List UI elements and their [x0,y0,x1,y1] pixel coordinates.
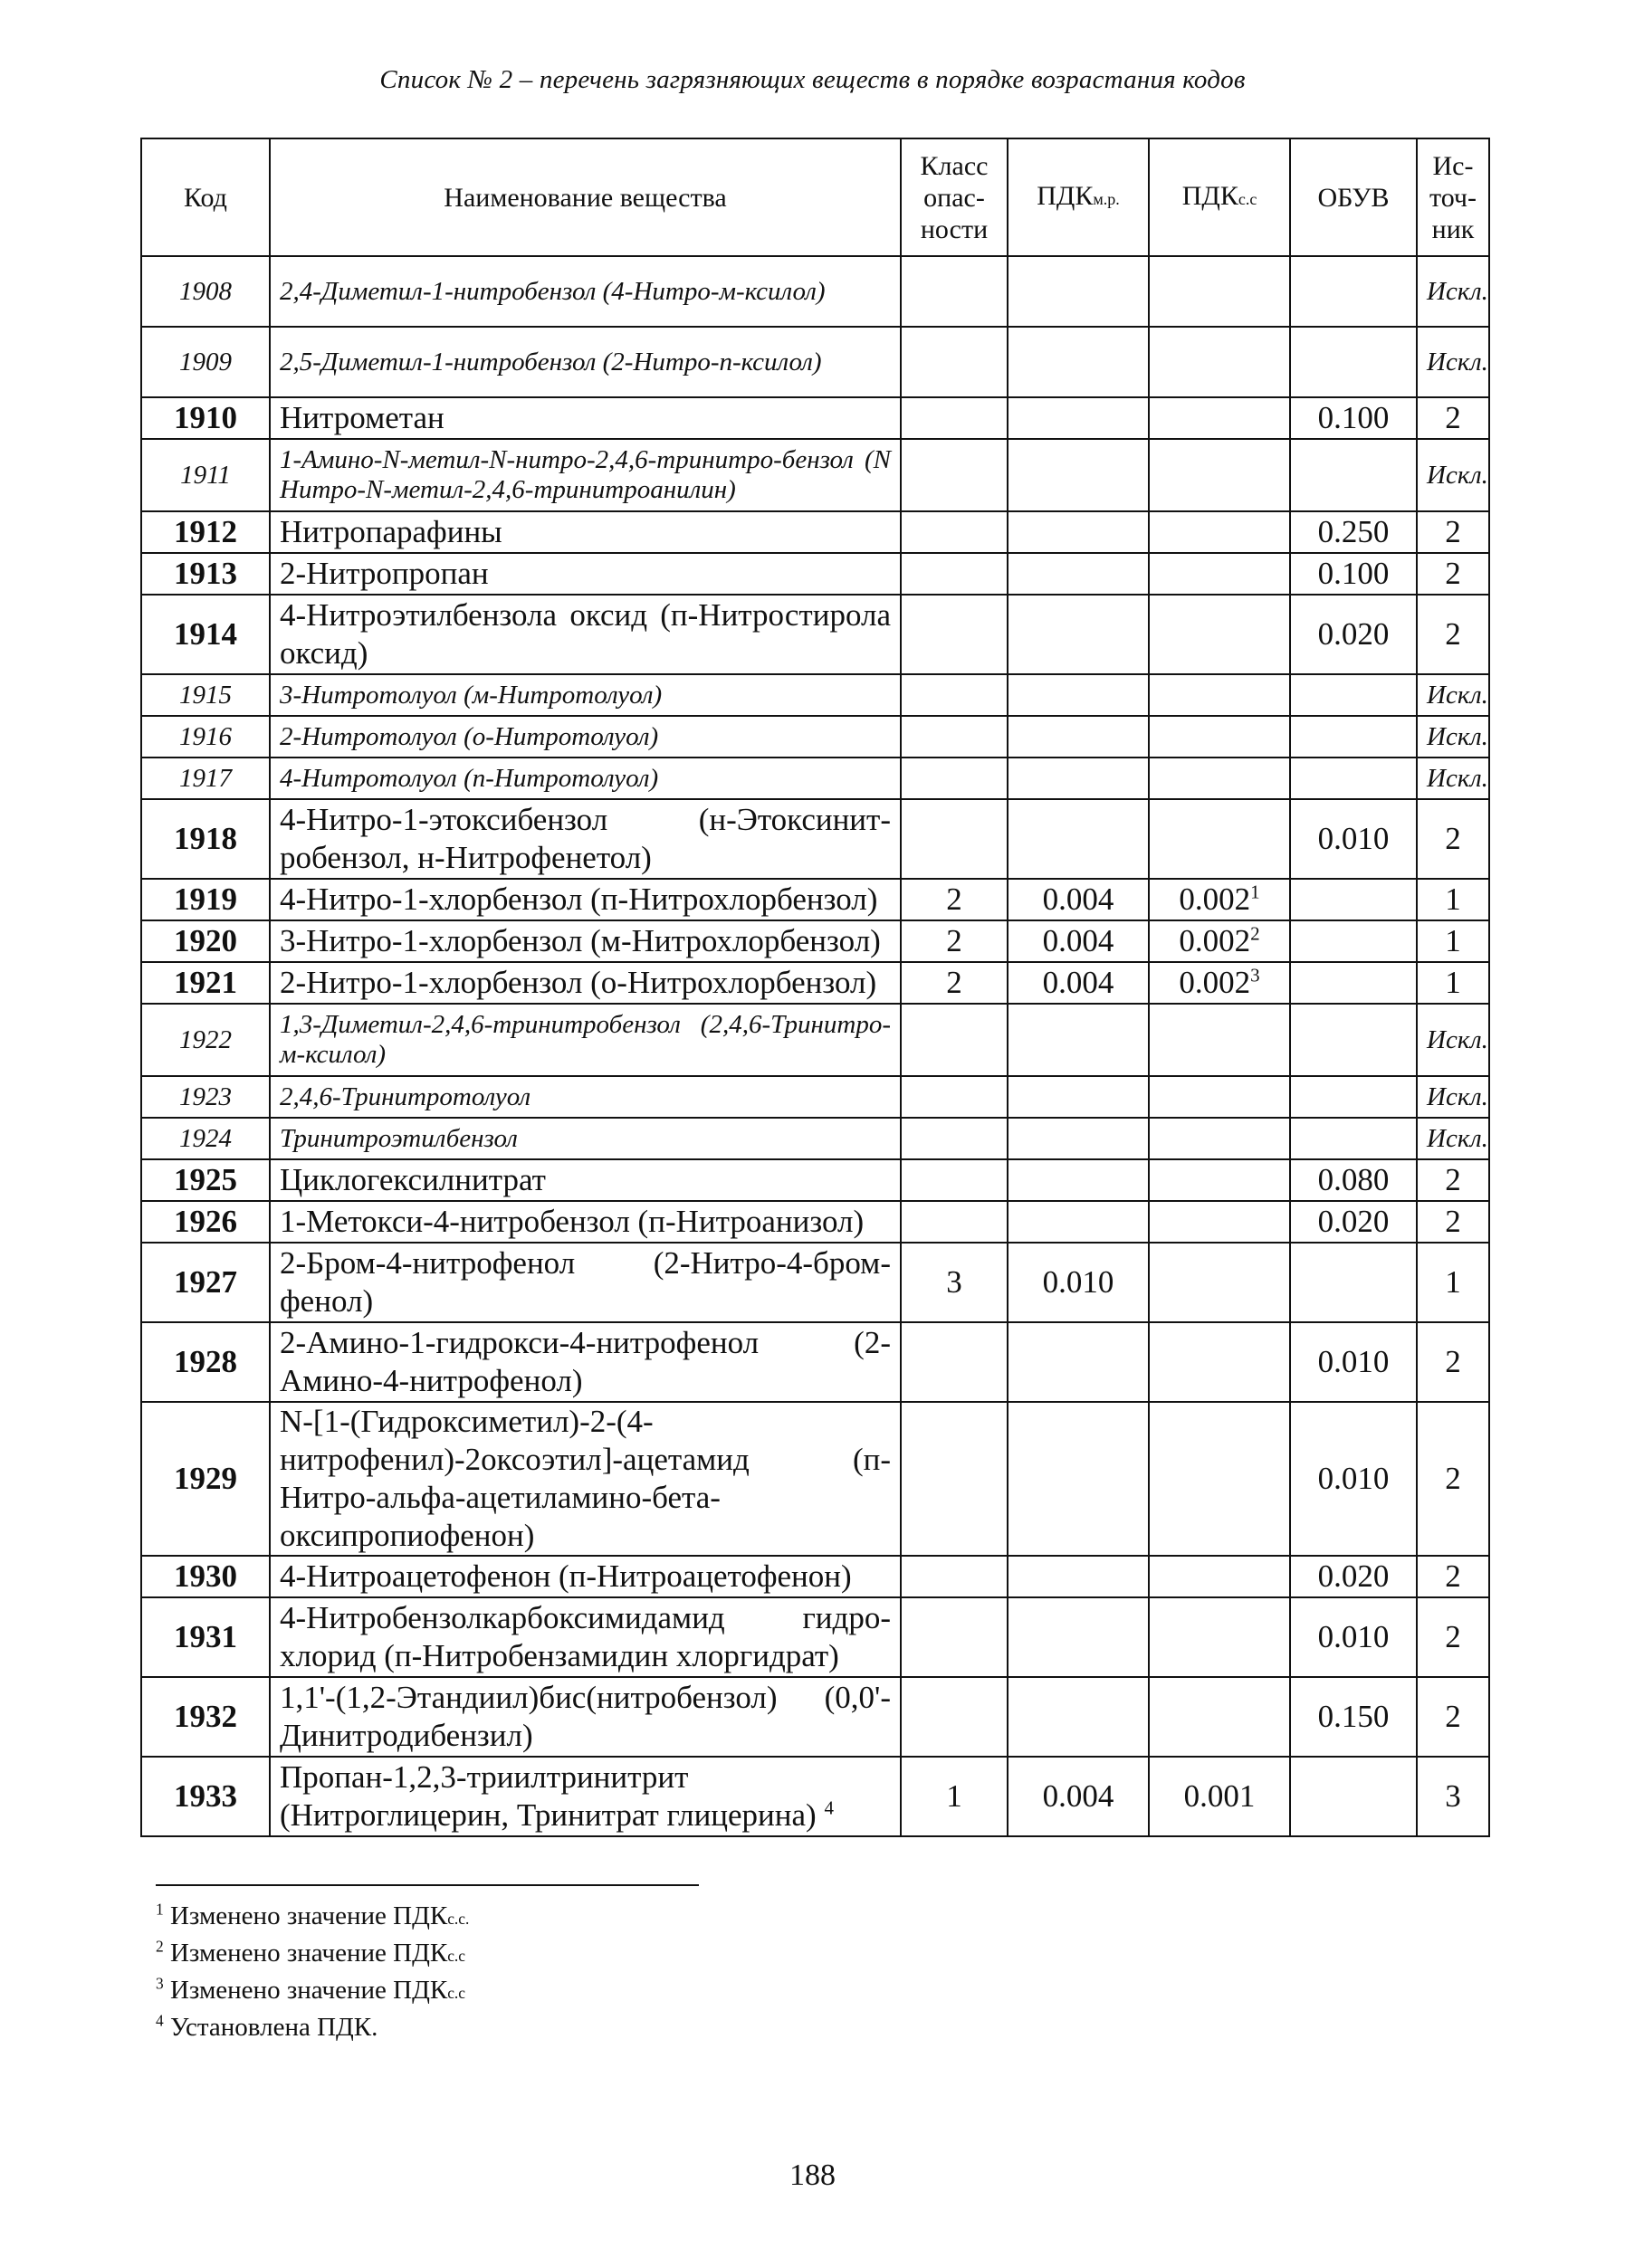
cell-obuv: 0.010 [1290,799,1417,879]
cell-obuv: 0.010 [1290,1402,1417,1556]
cell-obuv [1290,716,1417,758]
cell-pdk-mr [1008,674,1149,716]
cell-hazard-class [901,716,1008,758]
cell-obuv: 0.010 [1290,1597,1417,1677]
pdk-ss-value: 0.001 [1183,1778,1256,1814]
cell-obuv [1290,327,1417,397]
header-pdk-mr [1008,138,1149,256]
header-row [141,138,1489,256]
table-row [141,674,1489,716]
substance-name: 3-Нитротолуол (м-Нитротолуол) [280,680,663,710]
cell-obuv [1290,1757,1417,1836]
cell-code: 1910 [141,397,270,439]
cell-pdk-mr: 0.004 [1008,920,1149,962]
cell-code: 1930 [141,1556,270,1597]
cell-pdk-mr [1008,1201,1149,1243]
cell-name [270,1757,901,1836]
cell-code: 1932 [141,1677,270,1757]
cell-pdk-mr [1008,595,1149,674]
cell-hazard-class [901,553,1008,595]
cell-name [270,1076,901,1118]
cell-pdk-mr [1008,553,1149,595]
footnote-text: Изменено значение ПДК [169,1976,448,2005]
cell-pdk-ss [1149,1243,1290,1322]
substance-name: 4-Нитро-1-хлорбензол (п-Нитрохлорбензол) [280,881,878,917]
cell-obuv [1290,758,1417,799]
cell-pdk-mr [1008,511,1149,553]
cell-source: Искл. [1417,758,1489,799]
substance-name: 4-Нитроацетофенон (п-Нитроацетофенон) [280,1558,852,1594]
cell-pdk-mr: 0.004 [1008,1757,1149,1836]
table-row [141,920,1489,962]
table-row [141,1402,1489,1556]
cell-name [270,595,901,674]
cell-hazard-class: 2 [901,920,1008,962]
cell-code: 1915 [141,674,270,716]
cell-pdk-ss [1149,1402,1290,1556]
footnote-text: Изменено значение ПДК [169,1901,448,1930]
footnote-divider [156,1884,699,1886]
footnote-ref: 4 [824,1796,834,1819]
pdk-ss-value: 0.002 [1179,923,1251,958]
cell-source: 1 [1417,879,1489,920]
table-row [141,595,1489,674]
substance-name: Циклогексилнитрат [280,1162,546,1197]
cell-code: 1928 [141,1322,270,1402]
footnote-mark: 2 [156,1937,164,1956]
footnote [156,1973,469,2010]
cell-pdk-mr: 0.004 [1008,962,1149,1004]
cell-pdk-mr [1008,256,1149,327]
cell-pdk-ss [1149,439,1290,511]
cell-code: 1914 [141,595,270,674]
cell-name [270,256,901,327]
cell-hazard-class [901,799,1008,879]
footnote-sub: с.с. [447,1910,470,1928]
table-row [141,1076,1489,1118]
cell-pdk-mr [1008,439,1149,511]
cell-pdk-ss [1149,1597,1290,1677]
cell-name [270,553,901,595]
cell-pdk-mr [1008,1677,1149,1757]
cell-hazard-class [901,1402,1008,1556]
substance-name: Тринитроэтилбензол [280,1123,518,1153]
cell-hazard-class [901,1118,1008,1159]
table-row [141,1243,1489,1322]
table-row [141,1004,1489,1076]
cell-pdk-ss [1149,758,1290,799]
cell-pdk-ss [1149,1677,1290,1757]
cell-hazard-class [901,1597,1008,1677]
cell-obuv: 0.100 [1290,397,1417,439]
cell-source: Искл. [1417,327,1489,397]
substance-name: Нитрометан [280,400,444,435]
cell-pdk-ss [1149,674,1290,716]
cell-name [270,1201,901,1243]
cell-source: 2 [1417,397,1489,439]
cell-hazard-class: 2 [901,962,1008,1004]
cell-name [270,799,901,879]
table-row [141,758,1489,799]
cell-pdk-ss [1149,327,1290,397]
cell-pdk-ss [1149,553,1290,595]
cell-hazard-class [901,1004,1008,1076]
cell-pdk-mr [1008,1076,1149,1118]
cell-name [270,758,901,799]
substance-name: 1-Амино-N-метил-N-нитро-2,4,6-тринитро-бензол (N Нитро-N-метил-2,4,6-тринитроанилин) [280,445,891,504]
cell-code: 1916 [141,716,270,758]
cell-name [270,1159,901,1201]
footnote-text: Установлена ПДК. [169,2013,378,2042]
cell-name [270,1243,901,1322]
cell-hazard-class [901,674,1008,716]
table-row [141,879,1489,920]
substance-name: 2-Нитро-1-хлорбензол (о-Нитрохлорбензол) [280,965,877,1000]
cell-name [270,439,901,511]
cell-pdk-ss [1149,1159,1290,1201]
cell-code: 1911 [141,439,270,511]
cell-source: Искл. [1417,256,1489,327]
cell-code: 1913 [141,553,270,595]
substance-name: 2,4,6-Тринитротолуол [280,1082,531,1111]
cell-obuv [1290,1243,1417,1322]
cell-obuv: 0.020 [1290,1201,1417,1243]
cell-source: Искл. [1417,439,1489,511]
cell-pdk-mr [1008,1597,1149,1677]
cell-code: 1908 [141,256,270,327]
cell-pdk-ss [1149,799,1290,879]
cell-source: 1 [1417,1243,1489,1322]
footnote-ref: 2 [1250,922,1260,945]
cell-hazard-class [901,758,1008,799]
cell-pdk-ss [1149,1556,1290,1597]
cell-name [270,1322,901,1402]
cell-code: 1921 [141,962,270,1004]
cell-name [270,920,901,962]
cell-obuv: 0.100 [1290,553,1417,595]
cell-source: 2 [1417,1556,1489,1597]
cell-obuv: 0.020 [1290,595,1417,674]
footnote [156,1899,469,1936]
substance-name: 4-Нитроэтилбензола оксид (п-Нитростирола оксид) [280,597,891,671]
cell-source: 2 [1417,511,1489,553]
cell-code: 1912 [141,511,270,553]
cell-source: 2 [1417,595,1489,674]
cell-source: 2 [1417,1677,1489,1757]
pdk-ss-value: 0.002 [1179,965,1251,1000]
cell-hazard-class: 2 [901,879,1008,920]
cell-obuv [1290,1118,1417,1159]
cell-code: 1920 [141,920,270,962]
cell-obuv [1290,962,1417,1004]
page-number: 188 [789,2158,836,2192]
substance-name: 1,3-Диметил-2,4,6-тринитробензол (2,4,6-Тринитро-м-ксилол) [280,1010,891,1069]
cell-name [270,1402,901,1556]
header-source: Ис-точ-ник [1417,138,1489,256]
cell-name [270,962,901,1004]
cell-hazard-class [901,327,1008,397]
substance-name: 2,4-Диметил-1-нитробензол (4-Нитро-м-ксилол) [280,276,826,306]
header-code: Код [141,138,270,256]
cell-hazard-class [901,397,1008,439]
footnote-sub: с.с [447,1984,465,2002]
substance-name: 1,1'-(1,2-Этандиил)бис(нитробензол) (0,0'-Динитродибензил) [280,1680,891,1753]
cell-code: 1919 [141,879,270,920]
cell-source: 2 [1417,1322,1489,1402]
footnote-mark: 1 [156,1900,164,1919]
pdk-ss-value: 0.002 [1179,881,1251,917]
cell-obuv [1290,256,1417,327]
substance-name: 2-Амино-1-гидрокси-4-нитрофенол (2-Амино-4-нитрофенол) [280,1325,891,1398]
cell-pdk-ss [1149,920,1290,962]
cell-hazard-class [901,511,1008,553]
footnote-mark: 4 [156,2011,164,2030]
cell-name [270,1677,901,1757]
table-row [141,1556,1489,1597]
header-obuv: ОБУВ [1290,138,1417,256]
table-row [141,1597,1489,1677]
cell-code: 1927 [141,1243,270,1322]
cell-obuv [1290,674,1417,716]
substance-name: 1-Метокси-4-нитробензол (п-Нитроанизол) [280,1204,865,1239]
cell-pdk-ss [1149,1076,1290,1118]
substance-name: 2-Нитропропан [280,556,489,591]
cell-pdk-mr [1008,1118,1149,1159]
substance-name: 4-Нитро-1-этоксибензол (н-Этоксинит-робензол, н-Нитрофенетол) [280,802,891,875]
cell-pdk-ss [1149,1201,1290,1243]
table-row [141,327,1489,397]
cell-name [270,327,901,397]
cell-code: 1909 [141,327,270,397]
substance-name: 4-Нитробензолкарбоксимидамид гидро-хлорид (п-Нитробензамидин хлоргидрат) [280,1600,891,1673]
header-name: Наименование вещества [270,138,901,256]
cell-pdk-mr [1008,397,1149,439]
cell-name [270,674,901,716]
substances-table [140,138,1490,1837]
table-body [141,256,1489,1836]
cell-obuv: 0.150 [1290,1677,1417,1757]
cell-name [270,511,901,553]
cell-pdk-mr [1008,758,1149,799]
cell-code: 1933 [141,1757,270,1836]
substance-name: 2,5-Диметил-1-нитробензол (2-Нитро-п-ксилол) [280,347,822,376]
table-row [141,1118,1489,1159]
substance-name: N-[1-(Гидроксиметил)-2-(4-нитрофенил)-2оксоэтил]-ацетамид (п-Нитро-альфа-ацетиламино-бета-оксипропиофенон) [280,1404,891,1553]
cell-hazard-class [901,256,1008,327]
cell-obuv: 0.010 [1290,1322,1417,1402]
cell-hazard-class: 3 [901,1243,1008,1322]
header-pdk-mr-sub: м.р. [1093,189,1120,208]
cell-obuv: 0.250 [1290,511,1417,553]
table-row [141,1677,1489,1757]
cell-source: 2 [1417,799,1489,879]
cell-pdk-ss [1149,1322,1290,1402]
cell-hazard-class [901,1556,1008,1597]
table-row [141,256,1489,327]
cell-obuv [1290,439,1417,511]
footnote [156,1936,469,1973]
cell-pdk-ss [1149,716,1290,758]
page-title: Список № 2 – перечень загрязняющих веществ в порядке возрастания кодов [379,65,1246,94]
footnote-ref: 3 [1250,964,1260,986]
table-row [141,1159,1489,1201]
cell-obuv: 0.020 [1290,1556,1417,1597]
cell-name [270,1556,901,1597]
cell-hazard-class [901,1322,1008,1402]
footnotes [156,1899,469,2044]
cell-pdk-mr: 0.004 [1008,879,1149,920]
footnote-mark: 3 [156,1974,164,1993]
cell-code: 1917 [141,758,270,799]
cell-source: Искл. [1417,716,1489,758]
cell-code: 1922 [141,1004,270,1076]
cell-source: 2 [1417,1201,1489,1243]
cell-pdk-mr: 0.010 [1008,1243,1149,1322]
cell-pdk-ss [1149,397,1290,439]
table-row [141,511,1489,553]
substance-name: Пропан-1,2,3-триилтринитрит (Нитроглицерин, Тринитрат глицерина) [280,1759,817,1833]
header-hazard-class: Класс опас-ности [901,138,1008,256]
cell-source: 2 [1417,553,1489,595]
cell-obuv [1290,920,1417,962]
cell-source: 2 [1417,1597,1489,1677]
table-row [141,716,1489,758]
cell-hazard-class [901,1677,1008,1757]
cell-name [270,879,901,920]
cell-hazard-class [901,1076,1008,1118]
header-pdk-ss-label: ПДК [1181,180,1238,211]
table-row [141,1757,1489,1836]
cell-source: 2 [1417,1402,1489,1556]
table-row [141,553,1489,595]
cell-source: Искл. [1417,1076,1489,1118]
cell-pdk-ss [1149,511,1290,553]
cell-pdk-mr [1008,799,1149,879]
table-row [141,1201,1489,1243]
cell-obuv [1290,1076,1417,1118]
cell-name [270,397,901,439]
cell-source: Искл. [1417,1118,1489,1159]
cell-pdk-mr [1008,1556,1149,1597]
cell-name [270,1004,901,1076]
cell-pdk-mr [1008,1159,1149,1201]
substance-name: 2-Бром-4-нитрофенол (2-Нитро-4-бром-фенол) [280,1245,891,1319]
cell-source: 1 [1417,920,1489,962]
cell-hazard-class: 1 [901,1757,1008,1836]
cell-code: 1923 [141,1076,270,1118]
cell-source: 1 [1417,962,1489,1004]
header-pdk-mr-label: ПДК [1037,180,1094,211]
footnote [156,2010,469,2044]
table-row [141,1322,1489,1402]
cell-code: 1926 [141,1201,270,1243]
cell-code: 1929 [141,1402,270,1556]
cell-code: 1918 [141,799,270,879]
cell-pdk-mr [1008,716,1149,758]
cell-name [270,716,901,758]
cell-pdk-ss [1149,1118,1290,1159]
footnote-sub: с.с [447,1947,465,1965]
substance-name: 3-Нитро-1-хлорбензол (м-Нитрохлорбензол) [280,923,881,958]
table-row [141,962,1489,1004]
cell-pdk-mr [1008,1004,1149,1076]
substance-name: Нитропарафины [280,514,502,549]
table-row [141,397,1489,439]
cell-pdk-ss [1149,962,1290,1004]
cell-obuv [1290,1004,1417,1076]
cell-code: 1931 [141,1597,270,1677]
footnote-ref: 1 [1250,881,1260,903]
header-pdk-ss-sub: с.с [1238,189,1257,208]
cell-pdk-mr [1008,1322,1149,1402]
substance-name: 4-Нитротолуол (п-Нитротолуол) [280,763,659,793]
cell-source: Искл. [1417,1004,1489,1076]
cell-pdk-ss [1149,879,1290,920]
cell-pdk-mr [1008,1402,1149,1556]
cell-source: 2 [1417,1159,1489,1201]
cell-name [270,1118,901,1159]
cell-hazard-class [901,595,1008,674]
cell-code: 1924 [141,1118,270,1159]
cell-source: 3 [1417,1757,1489,1836]
cell-hazard-class [901,1159,1008,1201]
substance-name: 2-Нитротолуол (о-Нитротолуол) [280,721,659,751]
cell-obuv: 0.080 [1290,1159,1417,1201]
cell-code: 1925 [141,1159,270,1201]
cell-hazard-class [901,1201,1008,1243]
cell-pdk-ss [1149,256,1290,327]
cell-pdk-ss [1149,1757,1290,1836]
table-row [141,799,1489,879]
cell-pdk-ss [1149,595,1290,674]
cell-obuv [1290,879,1417,920]
cell-pdk-mr [1008,327,1149,397]
cell-source: Искл. [1417,674,1489,716]
cell-hazard-class [901,439,1008,511]
footnote-text: Изменено значение ПДК [169,1939,448,1968]
header-pdk-ss [1149,138,1290,256]
cell-name [270,1597,901,1677]
cell-pdk-ss [1149,1004,1290,1076]
table-row [141,439,1489,511]
